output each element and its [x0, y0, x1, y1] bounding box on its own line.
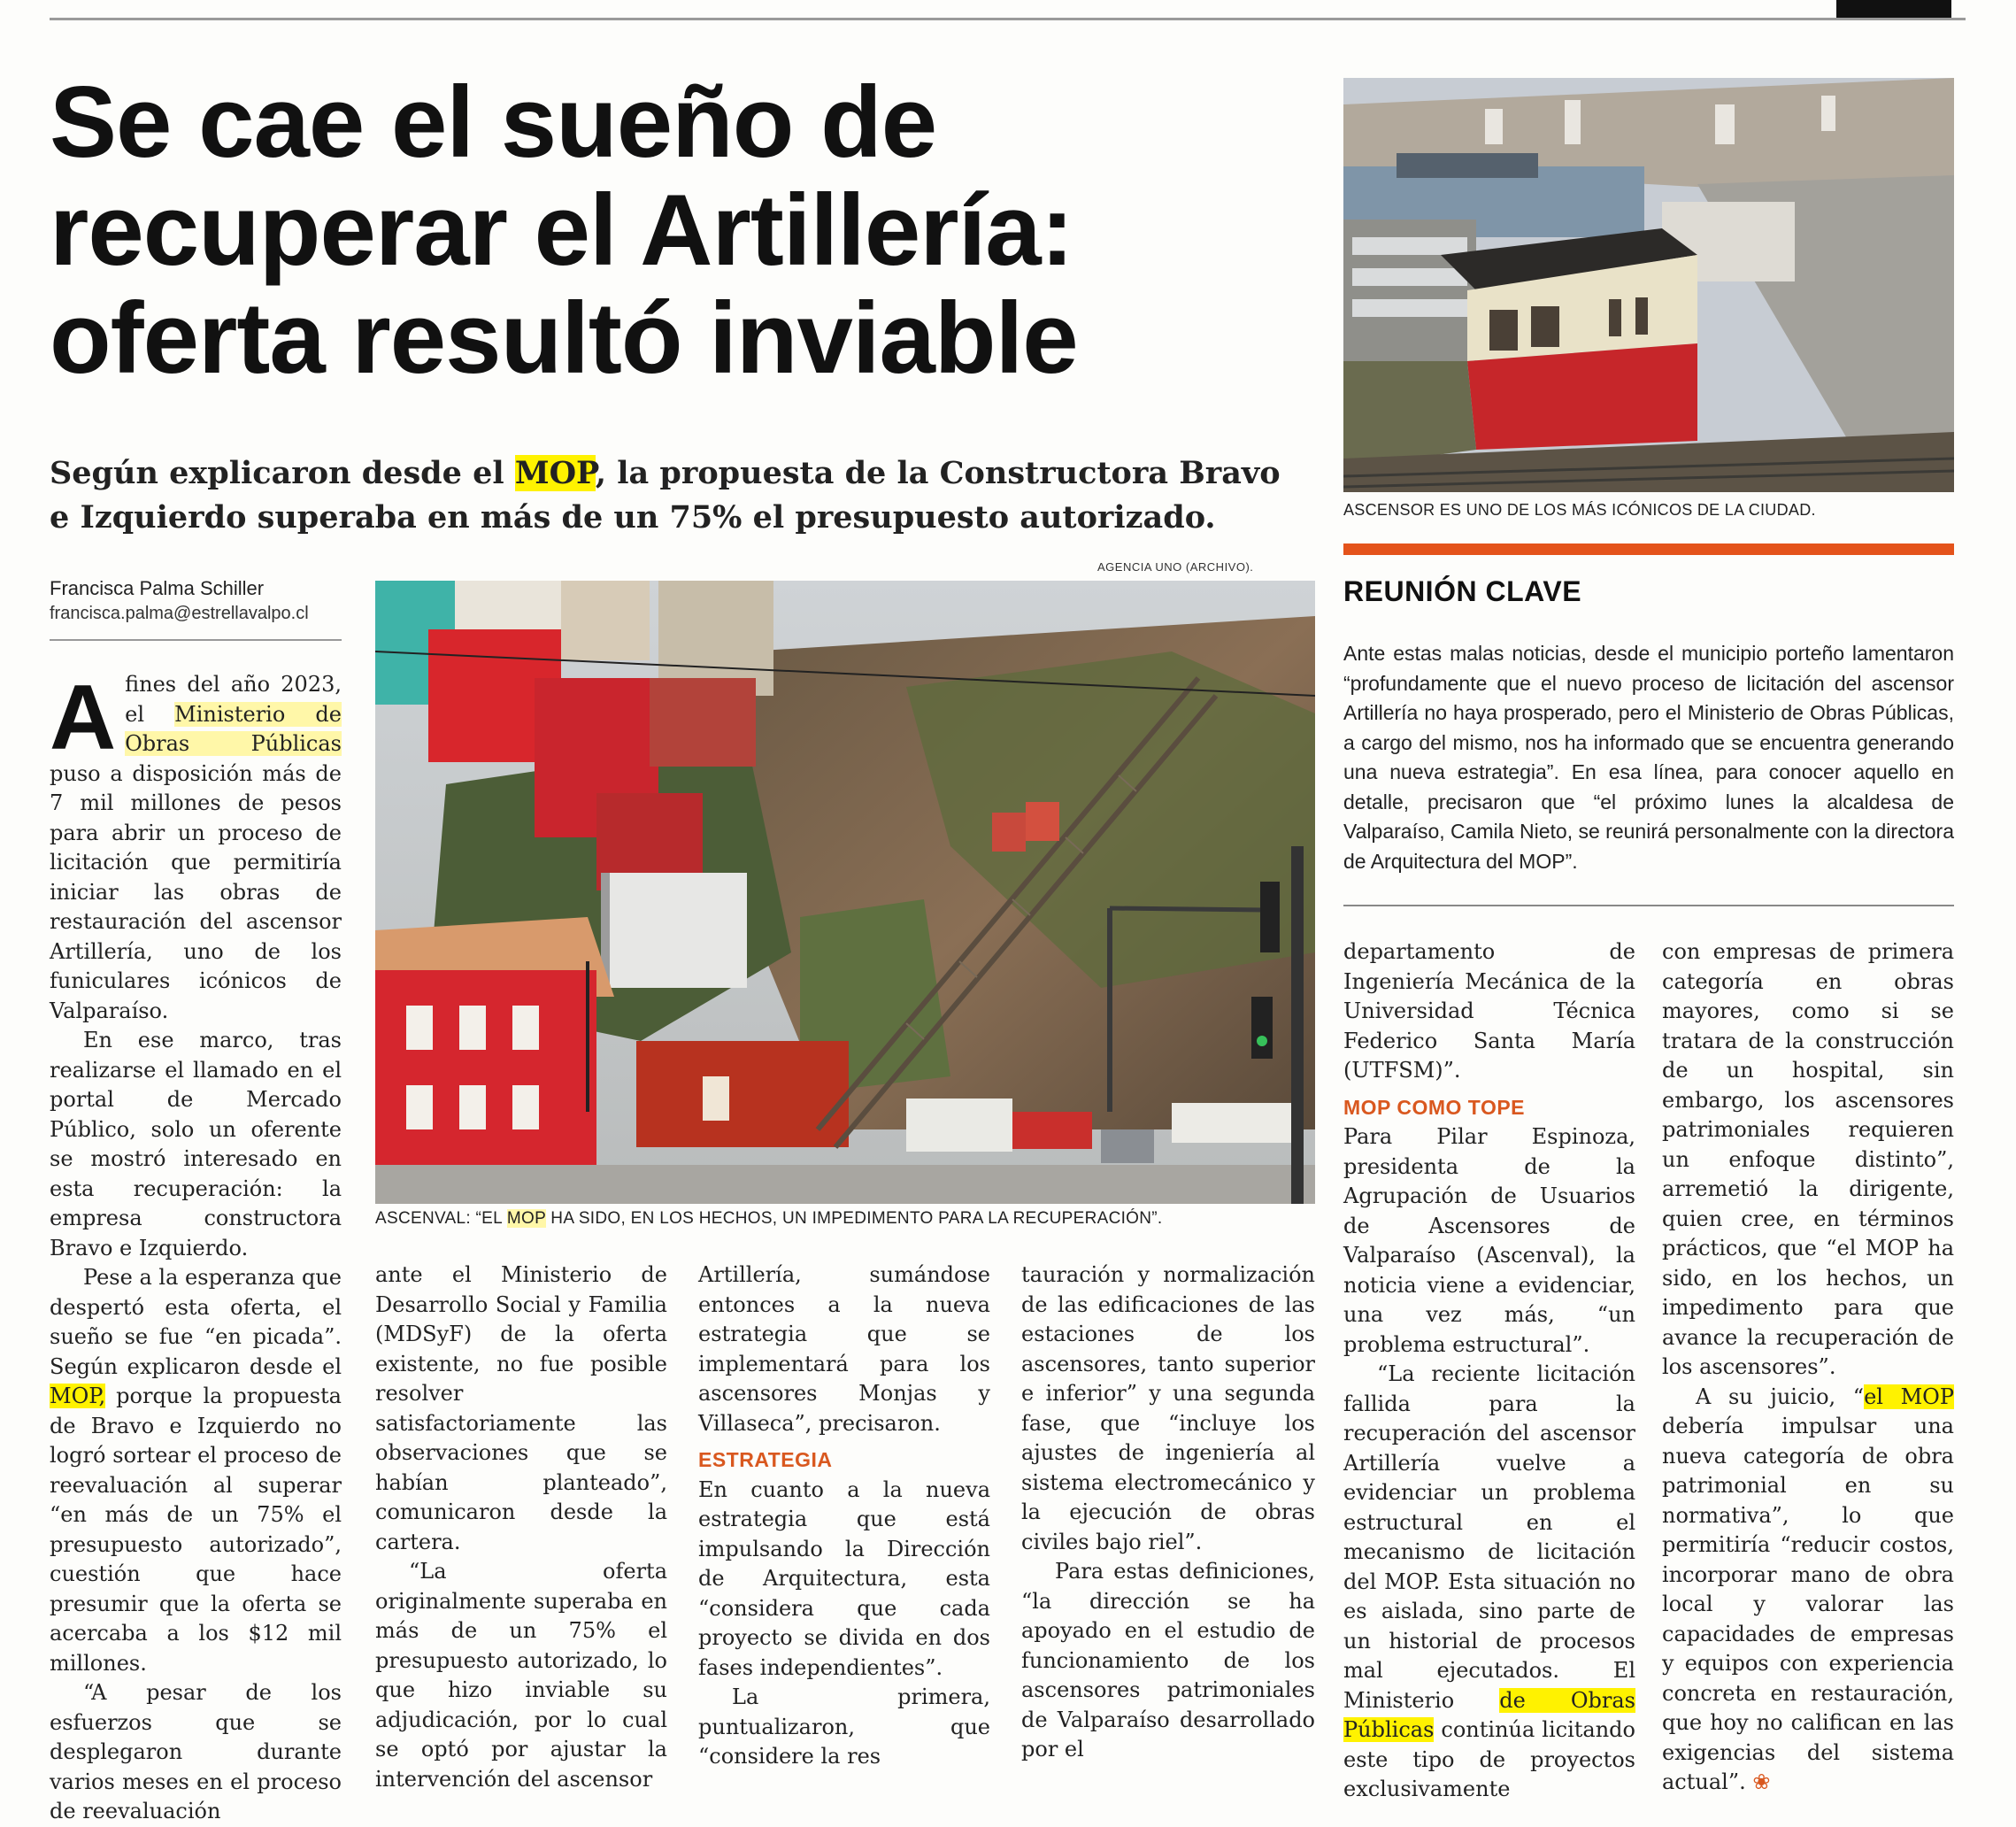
- col1-p1-after: puso a disposición más de 7 mil millones de pesos para abrir un proceso de licitación que permitiría iniciar las obras de restauración del ascensor Artillería, uno de los funiculares icónicos de Valparaíso.: [50, 760, 342, 1023]
- top-rule: [50, 18, 1966, 20]
- sidebar-divider: [1343, 905, 1954, 906]
- col1-p3-highlight: MOP,: [50, 1384, 106, 1408]
- sidebar-accent-bar: [1343, 543, 1954, 555]
- col1-paragraph-2: En ese marco, tras realizarse el llamado en el portal de Mercado Público, solo un oferente se mostró interesado en esta recuperación: la empresa constructora Bravo e Izquierdo.: [50, 1028, 342, 1260]
- headline-line-1: Se cae el sueño de: [50, 66, 937, 179]
- col3-subtitle: ESTRATEGIA: [698, 1448, 833, 1471]
- col2-paragraph-1: ante el Ministerio de Desarrollo Social y Familia (MDSyF) de la oferta existente, no fue posible resolver satisfactoriamente las observaciones que se habían planteado”, comunicaron desde la cartera.: [375, 1262, 667, 1554]
- body-column-1: [50, 667, 342, 1827]
- side-photo: [1343, 78, 1954, 492]
- subhead-highlight: MOP: [514, 455, 596, 491]
- col1-paragraph-1: [50, 667, 342, 1026]
- end-mark-icon: ❀: [1752, 1769, 1771, 1794]
- photo-credit: AGENCIA UNO (ARCHIVO).: [1097, 560, 1254, 574]
- subhead: [50, 451, 1289, 540]
- main-photo-caption: [375, 1209, 1162, 1229]
- col6-p2-before: A su juicio, “: [1696, 1384, 1865, 1409]
- col6-paragraph-2: [1662, 1383, 1954, 1798]
- main-caption-highlight: MOP: [506, 1209, 546, 1228]
- col1-p1-before: fines del año 2023, el: [125, 672, 342, 727]
- col5-p3-before: “La reciente licitación fallida para la recuperación del ascensor Artillería vuelve a evidenciar un problema estructural en el mecanismo de licitación del MOP. Esta situación no es aislada, sino parte de un historial de procesos mal ejecutados. El Ministerio: [1343, 1361, 1635, 1713]
- col5-p3-highlight: de Obras Públicas: [1343, 1687, 1635, 1742]
- body-column-5: [1343, 937, 1635, 1805]
- body-column-3: [698, 1260, 990, 1772]
- col1-paragraph-4: “A pesar de los esfuerzos que se desplegaron durante varios meses en el proceso de reevaluación: [50, 1680, 342, 1823]
- main-caption-before: ASCENVAL: “EL: [375, 1209, 507, 1228]
- subhead-before: Según explicaron desde el: [50, 455, 515, 491]
- col4-paragraph-2: Para estas definiciones, “la dirección se ha apoyado en el estudio de funcionamiento de los ascensores patrimoniales de Valparaíso desarrollado por el: [1021, 1559, 1315, 1761]
- col3-paragraph-2: En cuanto a la nueva estrategia que está impulsando la Dirección de Arquitectura, esta “considera que cada proyecto se divida en dos fases independientes”.: [698, 1476, 990, 1680]
- dropcap: A: [50, 667, 117, 769]
- headline-line-3: oferta resultó inviable: [50, 282, 1078, 395]
- page-tab-block: [1836, 0, 1951, 18]
- col1-p3-before: Pese a la esperanza que despertó esta oferta, el sueño se fue “en picada”. Según explicaron desde el: [50, 1265, 342, 1379]
- col6-p2-highlight: el MOP: [1864, 1384, 1954, 1409]
- headline: [50, 66, 1271, 395]
- col6-p2-after: debería impulsar una nueva categoría de obra patrimonial en su normativa”, lo que permitiría “reducir costos, incorporar mano de obra local y valorar las capacidades de empresas y equipos con experiencia concreta en restauración, que hoy no califican en las exigencias del sistema actual”.: [1662, 1414, 1954, 1794]
- body-column-2: [375, 1260, 667, 1794]
- col5-subtitle: MOP COMO TOPE: [1343, 1095, 1526, 1119]
- author-name: Francisca Palma Schiller: [50, 577, 265, 599]
- col3-paragraph-3: La primera, puntualizaron, que “considere la res: [698, 1684, 990, 1769]
- main-caption-after: HA SIDO, EN LOS HECHOS, UN IMPEDIMENTO PARA LA RECUPERACIÓN”.: [545, 1209, 1163, 1228]
- col3-paragraph-1: Artillería, sumándose entonces a la nueva estrategia que se implementará para los ascensores Monjas y Villaseca”, precisaron.: [698, 1262, 990, 1436]
- author-email[interactable]: francisca.palma@estrellavalpo.cl: [50, 604, 309, 623]
- headline-line-2: recuperar el Artillería:: [50, 174, 1073, 287]
- col1-p1-highlight: Ministerio de Obras Públicas: [125, 701, 342, 756]
- col5-paragraph-2: Para Pilar Espinoza, presidenta de la Agrupación de Usuarios de Ascensores de Valparaíso (Ascenval), la noticia viene a evidenciar, una vez más, “un problema estructural”.: [1343, 1124, 1635, 1357]
- col5-p3-after: continúa licitando este tipo de proyectos exclusivamente: [1343, 1717, 1635, 1801]
- author-divider: [50, 639, 342, 641]
- sidebar-title: REUNIÓN CLAVE: [1343, 575, 1582, 607]
- main-photo: [375, 581, 1315, 1204]
- sidebar-text: Ante estas malas noticias, desde el municipio porteño lamentaron “profundamente que el nuevo proceso de licitación del ascensor Artillería no haya prosperado, pero el Ministerio de Obras Públicas, a cargo del mismo, nos ha informado que se encuentra generando una nueva estrategia”. En esa línea, para conocer aquello en detalle, precisaron que “el próximo lunes la alcaldesa de Valparaíso, Camila Nieto, se reunirá personalmente con la directora de Arquitectura del MOP”.: [1343, 642, 1954, 873]
- col6-paragraph-1: con empresas de primera categoría en obras mayores, como si se tratara de la construcción de un hospital, sin embargo, los ascensores patrimoniales requieren un enfoque distinto”, arremetió la dirigente, quien cree, en términos prácticos, que “el MOP ha sido, en los hechos, un impedimento para que avance la recuperación de los ascensores”.: [1662, 939, 1954, 1379]
- body-column-6: [1662, 937, 1954, 1798]
- side-photo-caption: ASCENSOR ES UNO DE LOS MÁS ICÓNICOS DE LA CIUDAD.: [1343, 501, 1816, 519]
- col1-p3-after: porque la propuesta de Bravo e Izquierdo no logró sortear el proceso de reevaluación al superar “en más de un 75% el presupuesto autorizado”, cuestión que hace presumir que la oferta se acercaba a los $12 mil millones.: [50, 1384, 342, 1676]
- col1-paragraph-3: [50, 1263, 342, 1678]
- body-column-4: [1021, 1260, 1315, 1765]
- col5-paragraph-3: [1343, 1360, 1635, 1805]
- col5-paragraph-1: departamento de Ingeniería Mecánica de la Universidad Técnica Federico Santa María (UTFSM)”.: [1343, 939, 1635, 1083]
- subhead-after: , la propuesta de la Constructora Bravo e Izquierdo superaba en más de un 75% el presupuesto autorizado.: [50, 455, 1281, 536]
- col4-paragraph-1: tauración y normalización de las edificaciones de las estaciones de los ascensores, tanto superior e inferior” y una segunda fase, que “incluye los ajustes de ingeniería al sistema electromecánico y la ejecución de obras civiles bajo riel”.: [1021, 1262, 1315, 1554]
- col2-paragraph-2: “La oferta originalmente superaba en más de un 75% el presupuesto autorizado, lo que hizo inviable su adjudicación, por lo cual se optó por ajustar la intervención del ascensor: [375, 1559, 667, 1792]
